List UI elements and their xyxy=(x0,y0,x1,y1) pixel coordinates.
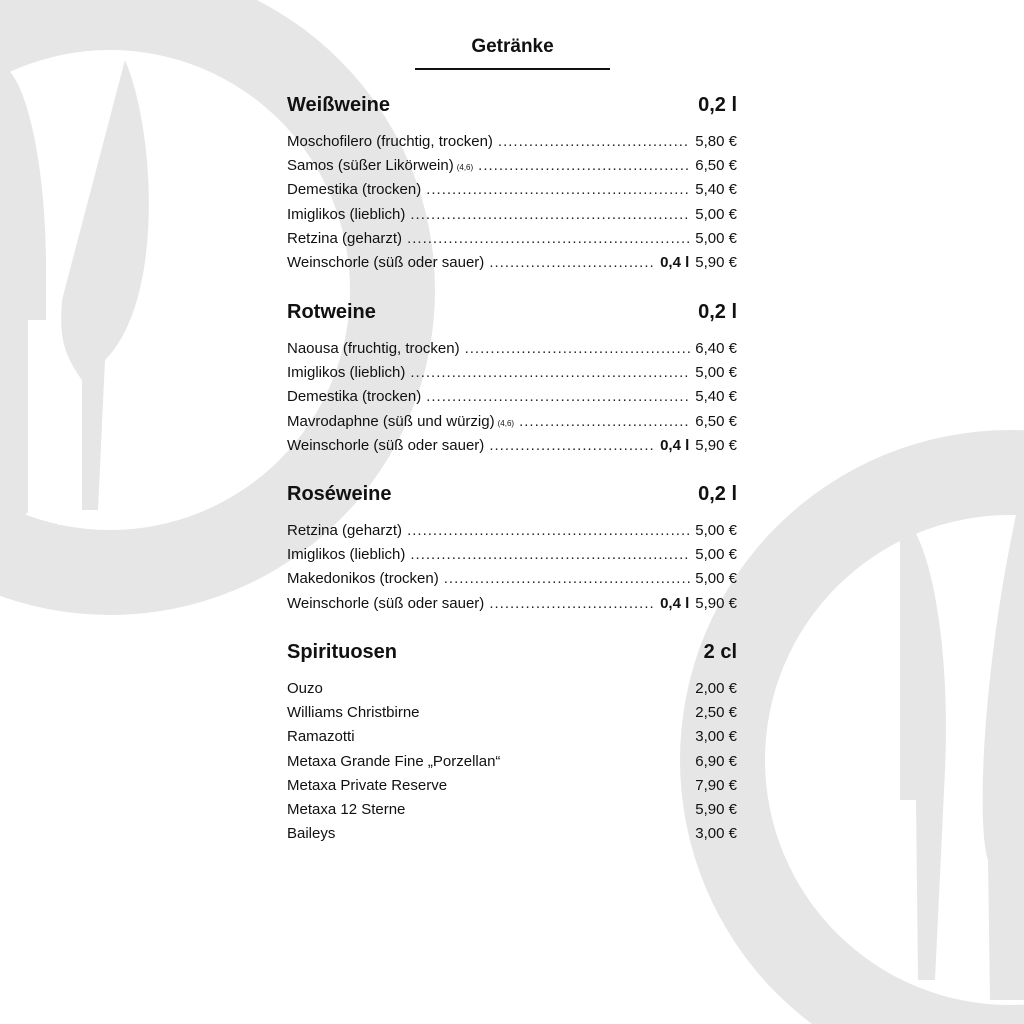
section-title: Rotweine xyxy=(287,301,376,323)
item-name: Moschofilero (fruchtig, trocken) xyxy=(287,133,493,150)
item-name: Weinschorle (süß oder sauer) xyxy=(287,594,485,612)
section-volume: 0,2 l xyxy=(698,301,737,323)
menu-item xyxy=(287,522,737,546)
item-price: 5,00 € xyxy=(695,570,737,588)
item-name: Weinschorle (süß oder sauer) xyxy=(287,253,485,271)
item-name: Metaxa Private Reserve xyxy=(287,776,448,794)
dot-leader xyxy=(498,133,690,150)
section-volume: 0,2 l xyxy=(698,94,737,116)
menu-item xyxy=(287,680,737,704)
dot-leader xyxy=(407,522,690,539)
dot-leader xyxy=(407,230,690,247)
section-volume: 2 cl xyxy=(703,641,737,663)
section-roseweine xyxy=(287,483,737,619)
allergen-note: (4,6) xyxy=(456,163,474,173)
item-name: Weinschorle (süß oder sauer) xyxy=(287,436,485,454)
section-title: Weißweine xyxy=(287,94,390,116)
dot-leader xyxy=(489,254,655,271)
section-title: Roséweine xyxy=(287,483,392,505)
menu-item xyxy=(287,388,737,412)
item-name: Demestika (trocken) xyxy=(287,388,422,406)
menu-item xyxy=(287,181,737,205)
item-name: Demestika (trocken) xyxy=(287,181,422,199)
item-price: 6,40 € xyxy=(695,340,737,357)
item-name: Williams Christbirne xyxy=(287,704,420,722)
menu-item xyxy=(287,704,737,728)
menu-item xyxy=(287,546,737,570)
item-price: 6,90 € xyxy=(695,752,737,770)
dot-leader xyxy=(478,157,690,174)
item-price: 5,90 € xyxy=(695,594,737,612)
section-spirituosen xyxy=(287,641,737,849)
item-price: 5,00 € xyxy=(695,205,737,223)
dot-leader xyxy=(489,595,655,612)
item-name: Ouzo xyxy=(287,680,323,697)
section-header xyxy=(287,641,737,669)
dot-leader xyxy=(410,206,690,223)
section-header xyxy=(287,94,737,122)
item-price: 6,50 € xyxy=(695,412,737,430)
item-name: Naousa (fruchtig, trocken) xyxy=(287,340,460,357)
menu-item xyxy=(287,230,737,254)
menu-item xyxy=(287,254,737,278)
title-underline xyxy=(415,68,610,70)
menu-item xyxy=(287,340,737,364)
allergen-note: (4,6) xyxy=(497,418,515,428)
menu-item xyxy=(287,437,737,461)
dot-leader xyxy=(465,340,691,357)
item-name: Imiglikos (lieblich) xyxy=(287,546,406,564)
menu-item xyxy=(287,133,737,157)
dot-leader xyxy=(410,546,690,563)
item-price: 2,50 € xyxy=(695,704,737,722)
item-price: 5,90 € xyxy=(695,253,737,271)
item-price: 5,90 € xyxy=(695,436,737,454)
item-price: 5,90 € xyxy=(695,800,737,818)
item-name: Ramazotti xyxy=(287,728,355,746)
item-name: Imiglikos (lieblich) xyxy=(287,205,406,223)
item-name: Metaxa 12 Sterne xyxy=(287,800,406,818)
item-price: 3,00 € xyxy=(695,728,737,746)
item-price: 6,50 € xyxy=(695,157,737,175)
dot-leader xyxy=(410,364,690,381)
section-volume: 0,2 l xyxy=(698,483,737,505)
item-name: Baileys xyxy=(287,825,336,843)
item-price: 5,80 € xyxy=(695,133,737,150)
dot-leader xyxy=(444,570,691,587)
section-header xyxy=(287,301,737,329)
item-name: Imiglikos (lieblich) xyxy=(287,364,406,382)
item-price: 5,00 € xyxy=(695,229,737,247)
item-price: 2,00 € xyxy=(695,680,737,697)
dot-leader xyxy=(426,181,690,198)
section-weissweine xyxy=(287,94,737,278)
item-price: 5,00 € xyxy=(695,364,737,382)
menu-item xyxy=(287,206,737,230)
section-header xyxy=(287,483,737,511)
item-name: Retzina (geharzt) xyxy=(287,229,403,247)
page-title: Getränke xyxy=(471,36,554,57)
menu-item xyxy=(287,570,737,594)
item-price: 5,00 € xyxy=(695,522,737,539)
menu-item xyxy=(287,595,737,619)
menu-item xyxy=(287,728,737,752)
dot-leader xyxy=(519,413,690,430)
item-price: 7,90 € xyxy=(695,776,737,794)
dot-leader xyxy=(489,437,655,454)
item-name: Samos (süßer Likörwein) xyxy=(287,157,454,175)
section-title: Spirituosen xyxy=(287,641,398,663)
item-price: 3,00 € xyxy=(695,825,737,843)
item-volume: 0,4 l xyxy=(660,253,690,271)
item-name: Metaxa Grande Fine „Porzellan“ xyxy=(287,752,501,770)
item-volume: 0,4 l xyxy=(660,594,690,612)
menu-item xyxy=(287,413,737,437)
item-price: 5,40 € xyxy=(695,181,737,199)
menu-item xyxy=(287,777,737,801)
item-price: 5,00 € xyxy=(695,546,737,564)
menu-item xyxy=(287,801,737,825)
menu-item xyxy=(287,753,737,777)
item-price: 5,40 € xyxy=(695,388,737,406)
menu-item xyxy=(287,364,737,388)
item-name: Retzina (geharzt) xyxy=(287,522,403,539)
dot-leader xyxy=(426,388,690,405)
menu-item xyxy=(287,157,737,181)
item-name: Makedonikos (trocken) xyxy=(287,570,439,588)
item-name: Mavrodaphne (süß und würzig) xyxy=(287,412,495,430)
section-rotweine xyxy=(287,301,737,461)
item-volume: 0,4 l xyxy=(660,436,690,454)
menu-item xyxy=(287,825,737,849)
